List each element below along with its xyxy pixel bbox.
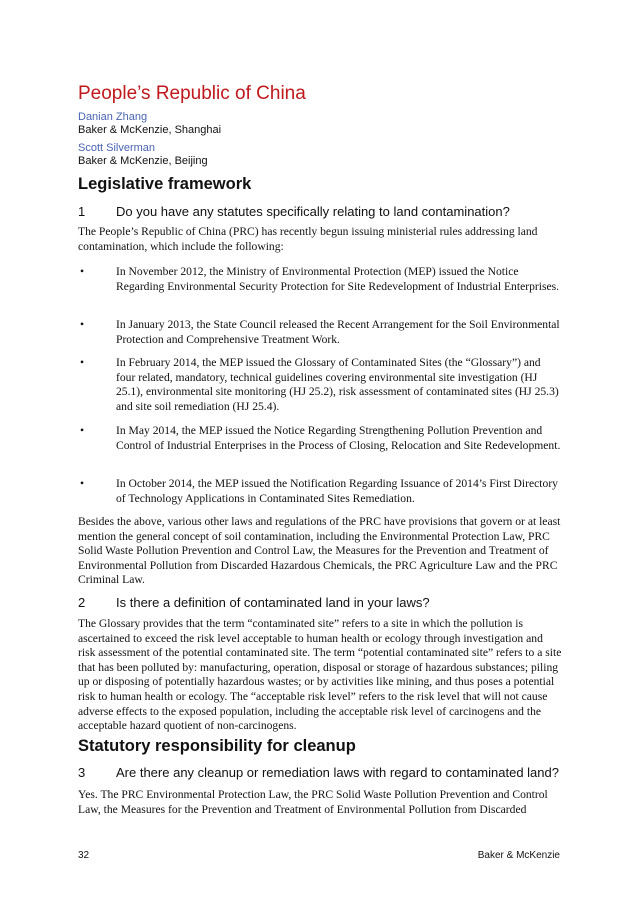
question-number: 3 xyxy=(78,765,86,780)
bullet-icon: • xyxy=(80,477,85,490)
section-heading: Legislative framework xyxy=(78,175,252,193)
question-text: Is there a definition of contaminated land in your laws? xyxy=(116,595,430,610)
paragraph: Yes. The PRC Environmental Protection Law, the PRC Solid Waste Pollution Prevention and Control Law, the Measures for the Prevention and Treatment of Environmental Pollution from Discarded xyxy=(78,788,548,816)
list-item: In February 2014, the MEP issued the Glossary of Contaminated Sites (the “Glossary”) and four related, mandatory, technical guidelines covering environmental site investigation (HJ 25.1), environmental site monitoring (HJ 25.2), risk assessment of contaminated sites (HJ 25.3) and site soil remediation (HJ 25.4). xyxy=(116,356,559,413)
paragraph: The Glossary provides that the term “contaminated site” refers to a site in which the pollution is ascertained to exceed the risk level acceptable to human health or ecology through investigation and risk assessment of the potential contaminated site. The term “potential contaminated site” refers to a site that has been polluted by: manufacturing, operation, disposal or storage of hazardous substances; piling up or disposing of potentially hazardous wastes; or by activities like mining, and thus poses a potential risk to human health or ecology. The “acceptable risk level” refers to the risk level that will not cause adverse effects to the exposed population, including the acceptable risk level of carcinogens and the acceptable hazard quotient of non-carcinogens. xyxy=(78,617,562,733)
section-heading: Statutory responsibility for cleanup xyxy=(78,737,356,755)
footer-publisher: Baker & McKenzie xyxy=(477,850,560,861)
question-number: 2 xyxy=(78,595,86,610)
list-item: In May 2014, the MEP issued the Notice Regarding Strengthening Pollution Prevention and Control of Industrial Enterprises in the Process of Closing, Relocation and Site Redevelopment. xyxy=(116,424,561,452)
author-name: Scott Silverman xyxy=(78,142,156,154)
page-title: People’s Republic of China xyxy=(78,83,306,104)
author-affiliation: Baker & McKenzie, Shanghai xyxy=(78,124,222,136)
list-item: In November 2012, the Ministry of Environmental Protection (MEP) issued the Notice Regarding Environmental Security Protection for Site Redevelopment of Industrial Enterprises. xyxy=(116,265,560,293)
bullet-icon: • xyxy=(80,424,85,437)
author-name: Danian Zhang xyxy=(78,111,148,123)
author-affiliation: Baker & McKenzie, Beijing xyxy=(78,155,208,167)
question-text: Do you have any statutes specifically relating to land contamination? xyxy=(116,204,510,219)
bullet-icon: • xyxy=(80,265,85,278)
question-text: Are there any cleanup or remediation laws with regard to contaminated land? xyxy=(116,765,559,780)
question-number: 1 xyxy=(78,204,86,219)
paragraph: The People’s Republic of China (PRC) has recently begun issuing ministerial rules addressing land contamination, which include the following: xyxy=(78,225,538,253)
bullet-icon: • xyxy=(80,356,85,369)
list-item: In October 2014, the MEP issued the Notification Regarding Issuance of 2014’s First Directory of Technology Applications in Contaminated Sites Remediation. xyxy=(116,477,558,505)
paragraph: Besides the above, various other laws and regulations of the PRC have provisions that govern or at least mention the general concept of soil contamination, including the Environmental Protection Law, PRC Solid Waste Pollution Prevention and Control Law, the Measures for the Prevention and Treatment of Environmental Pollution from Discarded Hazardous Chemicals, the PRC Agriculture Law and the PRC Criminal Law. xyxy=(78,515,561,587)
bullet-icon: • xyxy=(80,318,85,331)
page-number: 32 xyxy=(78,850,90,861)
list-item: In January 2013, the State Council released the Recent Arrangement for the Soil Environmental Protection and Comprehensive Treatment Work. xyxy=(116,318,560,346)
